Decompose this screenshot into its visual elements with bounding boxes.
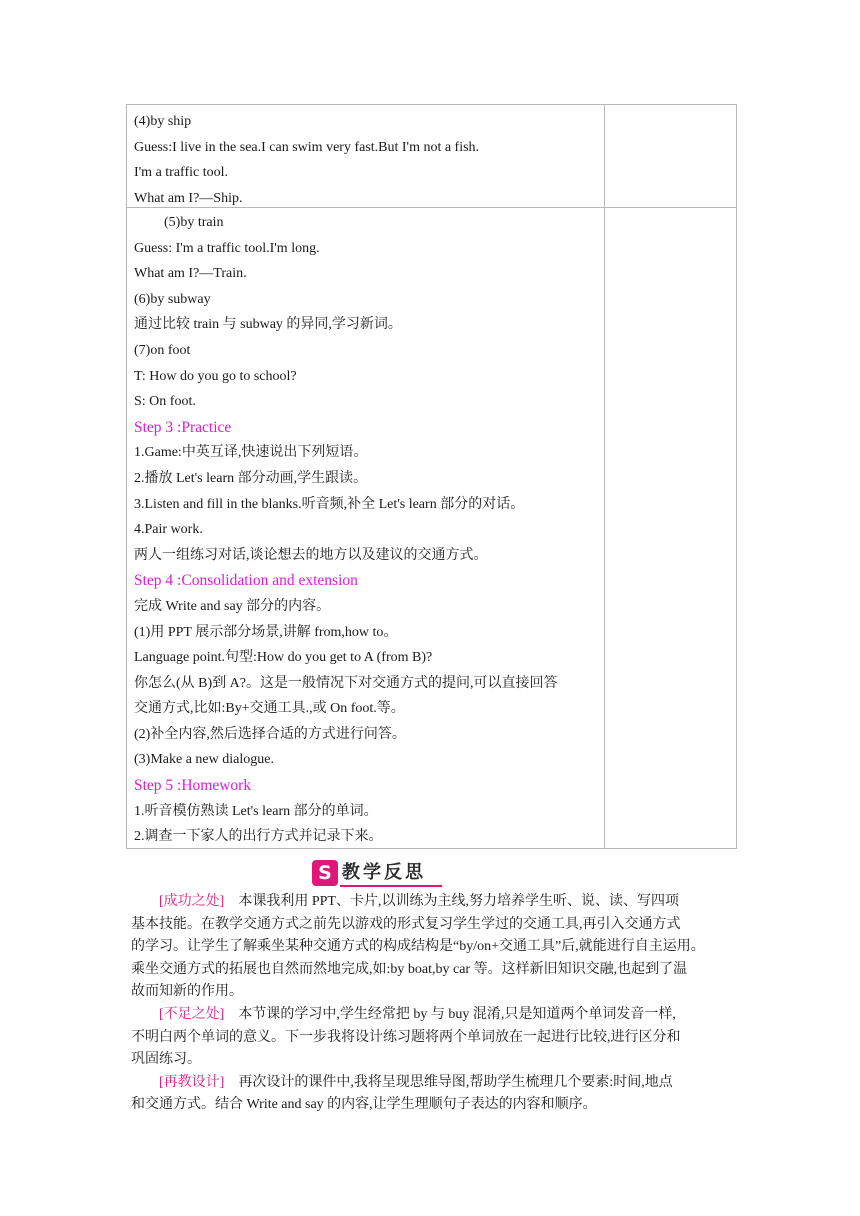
text-line: 两人一组练习对话,谈论想去的地方以及建议的交通方式。 xyxy=(134,547,488,563)
table-row xyxy=(127,105,737,208)
paragraph-tag: [再教设计] xyxy=(159,1074,225,1090)
section-banner xyxy=(312,860,442,886)
paragraph-line: 巩固练习。 xyxy=(131,1052,201,1068)
s-logo-icon: S xyxy=(312,860,338,886)
lesson-table xyxy=(126,104,737,849)
reflection-section xyxy=(131,891,741,1117)
step-heading: Step 3 :Practice xyxy=(134,418,232,436)
text-line: What am I?—Ship. xyxy=(134,190,243,206)
paragraph-line xyxy=(131,891,741,914)
paragraph-tag: [成功之处] xyxy=(159,894,225,909)
banner-underline xyxy=(340,885,442,887)
text-line: 完成 Write and say 部分的内容。 xyxy=(134,598,331,614)
table-cell-main xyxy=(127,105,605,208)
text-line: (1)用 PPT 展示部分场景,讲解 from,how to。 xyxy=(134,624,398,640)
text-line: (6)by subway xyxy=(134,291,211,307)
text-line: What am I?—Train. xyxy=(134,266,247,282)
paragraph-line: 基本技能。在教学交通方式之前先以游戏的形式复习学生学过的交通工具,再引入交通方式 xyxy=(131,916,681,932)
text-line: 1.Game:中英互译,快速说出下列短语。 xyxy=(134,445,368,461)
text-line: 3.Listen and fill in the blanks.听音频,补全 Let's learn 部分的对话。 xyxy=(134,496,525,512)
text-line: (7)on foot xyxy=(134,342,191,358)
paragraph-line xyxy=(131,1004,741,1027)
section-title: 教学反思 xyxy=(342,862,426,883)
text-line: (3)Make a new dialogue. xyxy=(134,752,274,768)
paragraph-line: 和交通方式。结合 Write and say 的内容,让学生理顺句子表达的内容和顺序。 xyxy=(131,1097,597,1113)
text-line: (4)by ship xyxy=(134,114,192,129)
paragraph-line: 乘坐交通方式的拓展也自然而然地完成,如:by boat,by car 等。这样新旧知识交融,也起到了温 xyxy=(131,961,688,977)
table-cell-side xyxy=(605,208,737,849)
paragraph-tag: [不足之处] xyxy=(159,1006,225,1022)
paragraph-text: 再次设计的课件中,我将呈现思维导图,帮助学生梳理几个要素:时间,地点 xyxy=(238,1074,673,1090)
paragraph-line xyxy=(131,1072,741,1095)
step-heading: Step 5 :Homework xyxy=(134,777,252,795)
text-line: S: On foot. xyxy=(134,394,196,410)
text-line: 你怎么(从 B)到 A?。这是一般情况下对交通方式的提问,可以直接回答 xyxy=(134,675,558,691)
text-line: 通过比较 train 与 subway 的异同,学习新词。 xyxy=(134,317,402,333)
text-line: (5)by train xyxy=(164,215,224,230)
paragraph-text: 本节课的学习中,学生经常把 by 与 buy 混淆,只是知道两个单词发音一样, xyxy=(238,1006,676,1022)
text-line: (2)补全内容,然后选择合适的方式进行问答。 xyxy=(134,726,406,742)
text-line: Language point.句型:How do you get to A (from B)? xyxy=(134,650,433,666)
text-line: 1.听音模仿熟读 Let's learn 部分的单词。 xyxy=(134,803,378,819)
table-row xyxy=(127,208,737,849)
text-line: Guess:I live in the sea.I can swim very fast.But I'm not a fish. xyxy=(134,139,480,155)
paragraph-line: 故而知新的作用。 xyxy=(131,984,243,1000)
text-line: 2.播放 Let's learn 部分动画,学生跟读。 xyxy=(134,470,368,486)
paragraph-line: 不明白两个单词的意义。下一步我将设计练习题将两个单词放在一起进行比较,进行区分和 xyxy=(131,1029,681,1045)
table-cell-main xyxy=(127,208,605,849)
table-cell-side xyxy=(605,105,737,208)
step-heading: Step 4 :Consolidation and extension xyxy=(134,572,358,590)
paragraph-line: 的学习。让学生了解乘坐某种交通方式的构成结构是“by/on+交通工具”后,就能进行自主运用。 xyxy=(131,939,705,955)
text-line: T: How do you go to school? xyxy=(134,368,297,384)
text-line: 2.调查一下家人的出行方式并记录下来。 xyxy=(134,829,383,845)
text-line: I'm a traffic tool. xyxy=(134,165,229,181)
text-line: 4.Pair work. xyxy=(134,522,203,538)
text-line: Guess: I'm a traffic tool.I'm long. xyxy=(134,240,320,256)
text-line: 交通方式,比如:By+交通工具.,或 On foot.等。 xyxy=(134,701,405,717)
paragraph-text: 本课我利用 PPT、卡片,以训练为主线,努力培养学生听、说、读、写四项 xyxy=(238,894,679,909)
